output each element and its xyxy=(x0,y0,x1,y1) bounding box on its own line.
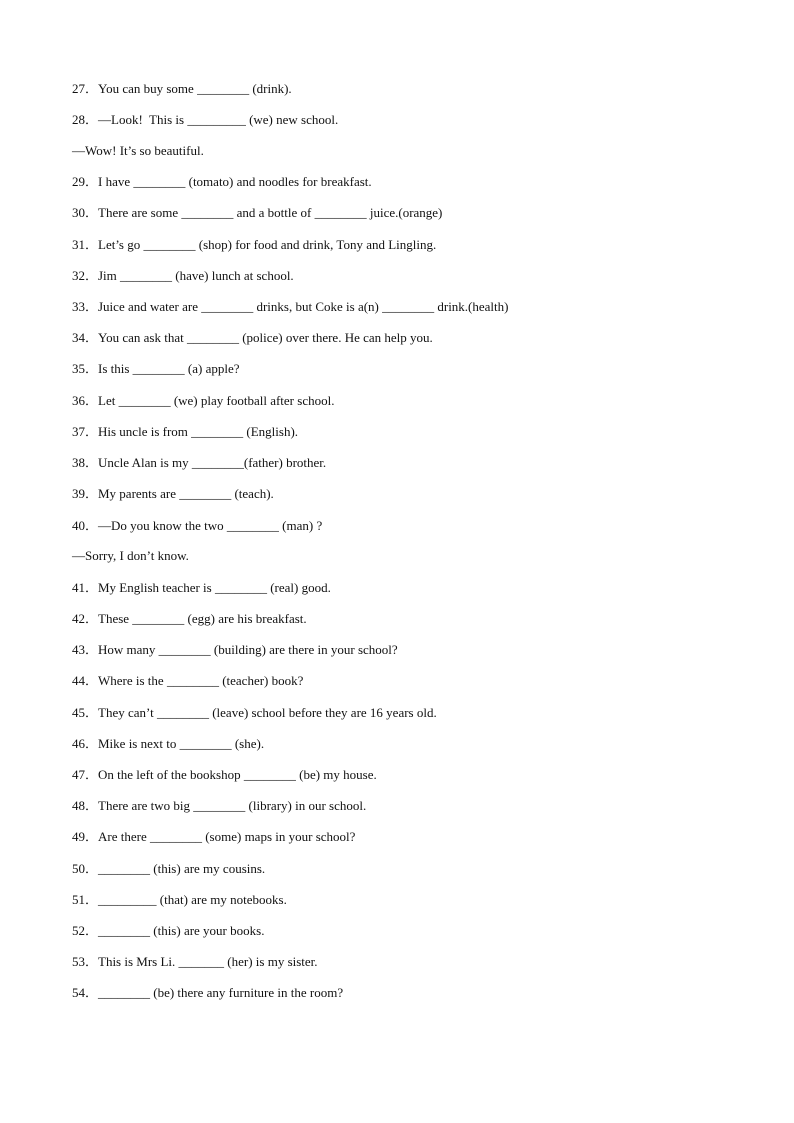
exercise-line: 45．They can’t ________ (leave) school before they are 16 years old. xyxy=(72,705,437,720)
exercise-line: 48．There are two big ________ (library) in our school. xyxy=(72,798,367,813)
exercise-line: 51．_________ (that) are my notebooks. xyxy=(72,892,287,907)
exercise-line: 40．—Do you know the two ________ (man) ? xyxy=(72,518,323,533)
exercise-line: 47．On the left of the bookshop ________ (be) my house. xyxy=(72,767,377,782)
exercise-line: 35．Is this ________ (a) apple? xyxy=(72,361,240,376)
exercise-line: 53．This is Mrs Li. _______ (her) is my sister. xyxy=(72,954,318,969)
exercise-line: 32．Jim ________ (have) lunch at school. xyxy=(72,268,294,283)
exercise-line: 27．You can buy some ________ (drink). xyxy=(72,81,292,96)
exercise-line: 30．There are some ________ and a bottle of ________ juice.(orange) xyxy=(72,205,443,220)
exercise-line: 38．Uncle Alan is my ________(father) brother. xyxy=(72,455,327,470)
exercise-line: 49．Are there ________ (some) maps in your school? xyxy=(72,829,356,844)
exercise-line: 37．His uncle is from ________ (English). xyxy=(72,424,299,439)
exercise-line: 50．________ (this) are my cousins. xyxy=(72,861,266,876)
exercise-line: 41．My English teacher is ________ (real) good. xyxy=(72,580,331,595)
exercise-line: 54．________ (be) there any furniture in the room? xyxy=(72,985,344,1000)
exercise-line: 52．________ (this) are your books. xyxy=(72,923,265,938)
exercise-line: 29．I have ________ (tomato) and noodles for breakfast. xyxy=(72,174,372,189)
exercise-line: 44．Where is the ________ (teacher) book? xyxy=(72,673,304,688)
exercise-line: —Wow! It’s so beautiful. xyxy=(72,143,204,158)
exercise-line: 43．How many ________ (building) are there in your school? xyxy=(72,642,398,657)
exercise-line: 39．My parents are ________ (teach). xyxy=(72,486,274,501)
exercise-line: 42．These ________ (egg) are his breakfast. xyxy=(72,611,307,626)
exercise-line: 34．You can ask that ________ (police) over there. He can help you. xyxy=(72,330,433,345)
exercise-line: —Sorry, I don’t know. xyxy=(72,548,189,563)
exercise-line: 46．Mike is next to ________ (she). xyxy=(72,736,265,751)
exercise-line: 36．Let ________ (we) play football after school. xyxy=(72,393,335,408)
exercise-line: 31．Let’s go ________ (shop) for food and drink, Tony and Lingling. xyxy=(72,237,437,252)
exercise-line: 28．—Look! This is _________ (we) new school. xyxy=(72,112,339,127)
exercise-line: 33．Juice and water are ________ drinks, but Coke is a(n) ________ drink.(health) xyxy=(72,299,509,314)
